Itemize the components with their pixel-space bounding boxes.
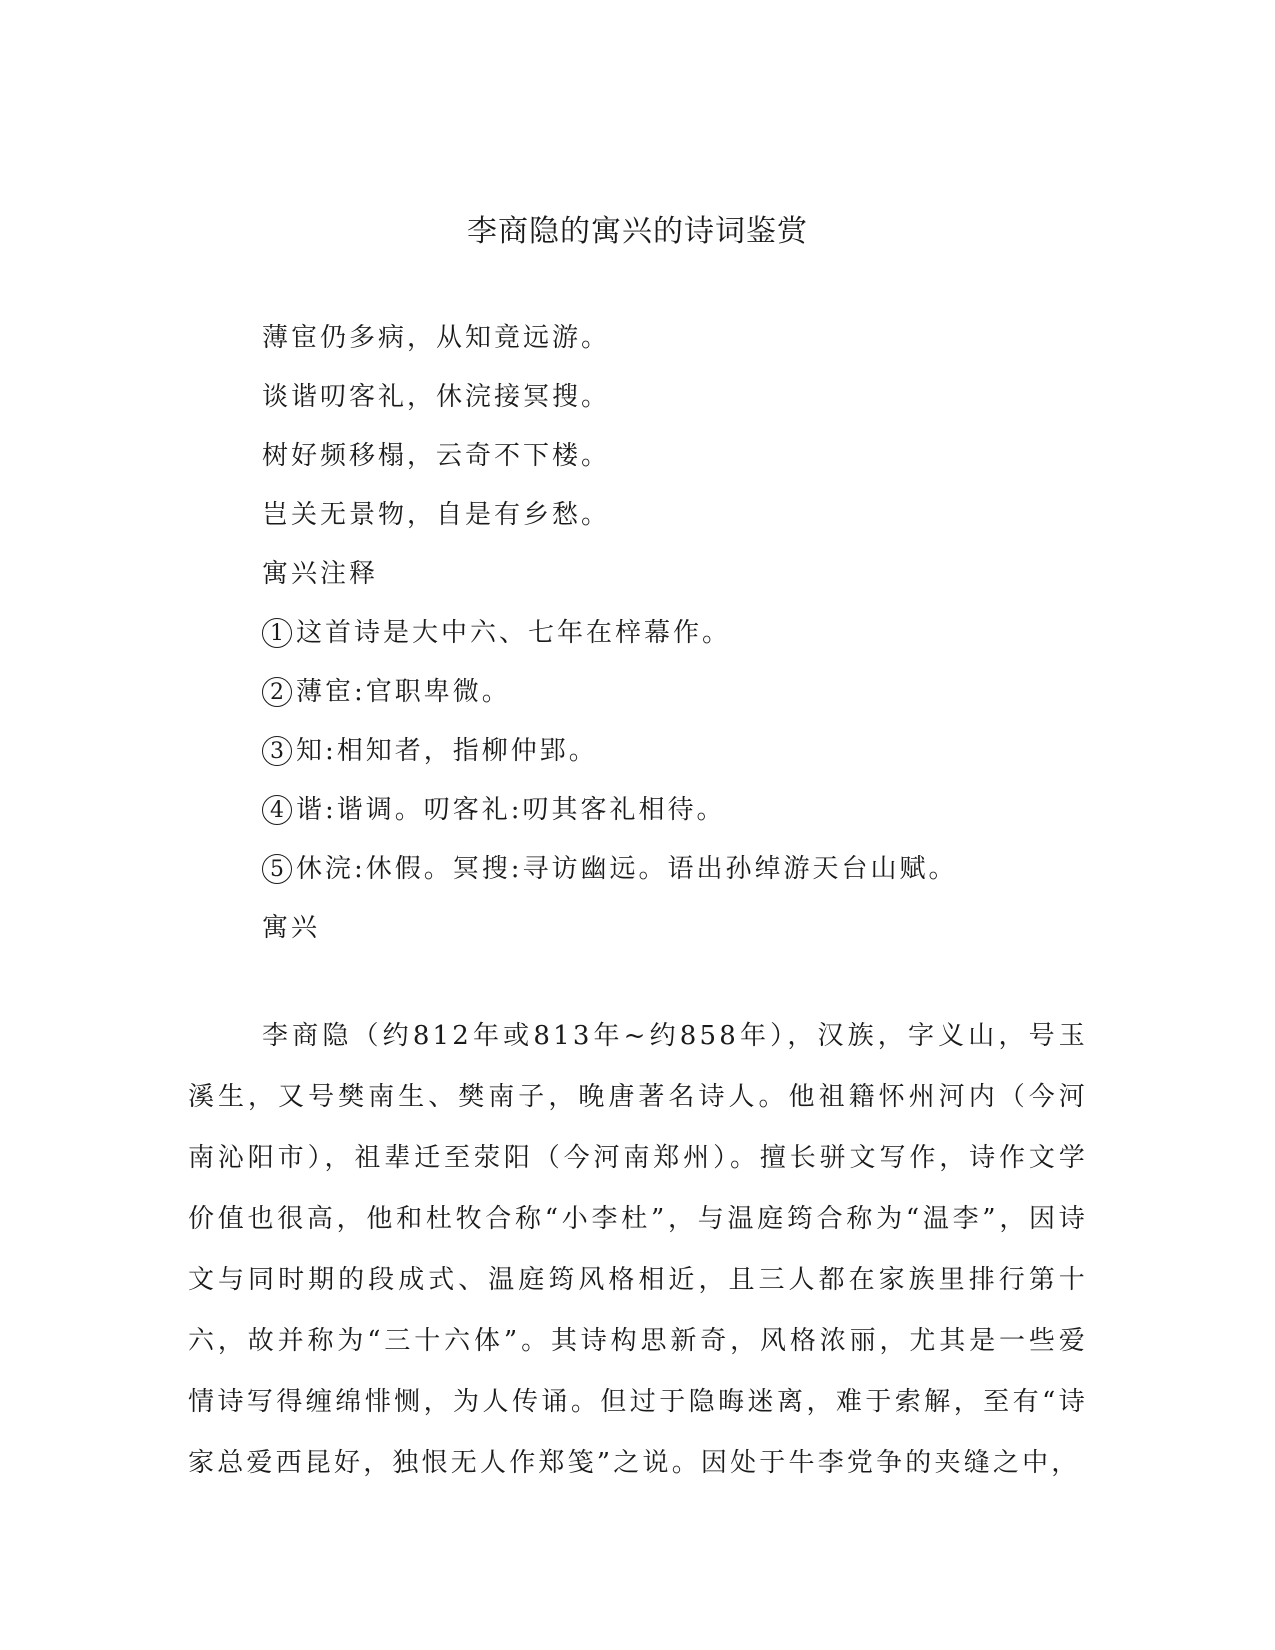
note-item-1 (262, 613, 731, 653)
note-text: 这首诗是大中六、七年在梓幕作。 (296, 618, 732, 648)
note-item-3 (262, 731, 598, 771)
note-text: 知:相知者，指柳仲郢。 (296, 736, 598, 766)
circled-number: 2 (262, 677, 292, 707)
bio-heading: 寓兴 (262, 913, 321, 943)
note-text: 薄宦:官职卑微。 (296, 677, 511, 707)
poem-line-1: 薄宦仍多病，从知竟远游。 (262, 323, 611, 353)
poem-line-2: 谈谐叨客礼，休浣接冥搜。 (262, 382, 611, 412)
note-item-2 (262, 672, 511, 712)
poem-line-4: 岂关无景物，自是有乡愁。 (262, 500, 611, 530)
page-title: 李商隐的寓兴的诗词鉴赏 (467, 214, 808, 249)
circled-number: 3 (262, 736, 292, 766)
circled-number: 4 (262, 795, 292, 825)
notes-heading: 寓兴注释 (262, 559, 379, 589)
circled-number: 5 (262, 854, 292, 884)
biography-paragraph: 李商隐（约812年或813年~约858年），汉族，字义山，号玉溪生，又号樊南生、樊南子，晚唐著名诗人。他祖籍怀州河内（今河南沁阳市），祖辈迁至荥阳（今河南郑州）。擅长骈文写作，诗作文学价值也很高，他和杜牧合称“小李杜”，与温庭筠合称为“温李”，因诗文与同时期的段成式、温庭筠风格相近，且三人都在家族里排行第十六，故并称为“三十六体”。其诗构思新奇，风格浓丽，尤其是一些爱情诗写得缠绵悱恻，为人传诵。但过于隐晦迷离，难于索解，至有“诗家总爱西昆好，独恨无人作郑笺”之说。因处于牛李党争的夹缝之中， (188, 1021, 1088, 1478)
circled-number: 1 (262, 618, 292, 648)
note-item-5 (262, 849, 958, 889)
note-text: 休浣:休假。冥搜:寻访幽远。语出孙绰游天台山赋。 (296, 854, 958, 884)
poem-line-3: 树好频移榻，云奇不下楼。 (262, 441, 611, 471)
note-text: 谐:谐调。叨客礼:叨其客礼相待。 (296, 795, 726, 825)
note-item-4 (262, 790, 726, 830)
